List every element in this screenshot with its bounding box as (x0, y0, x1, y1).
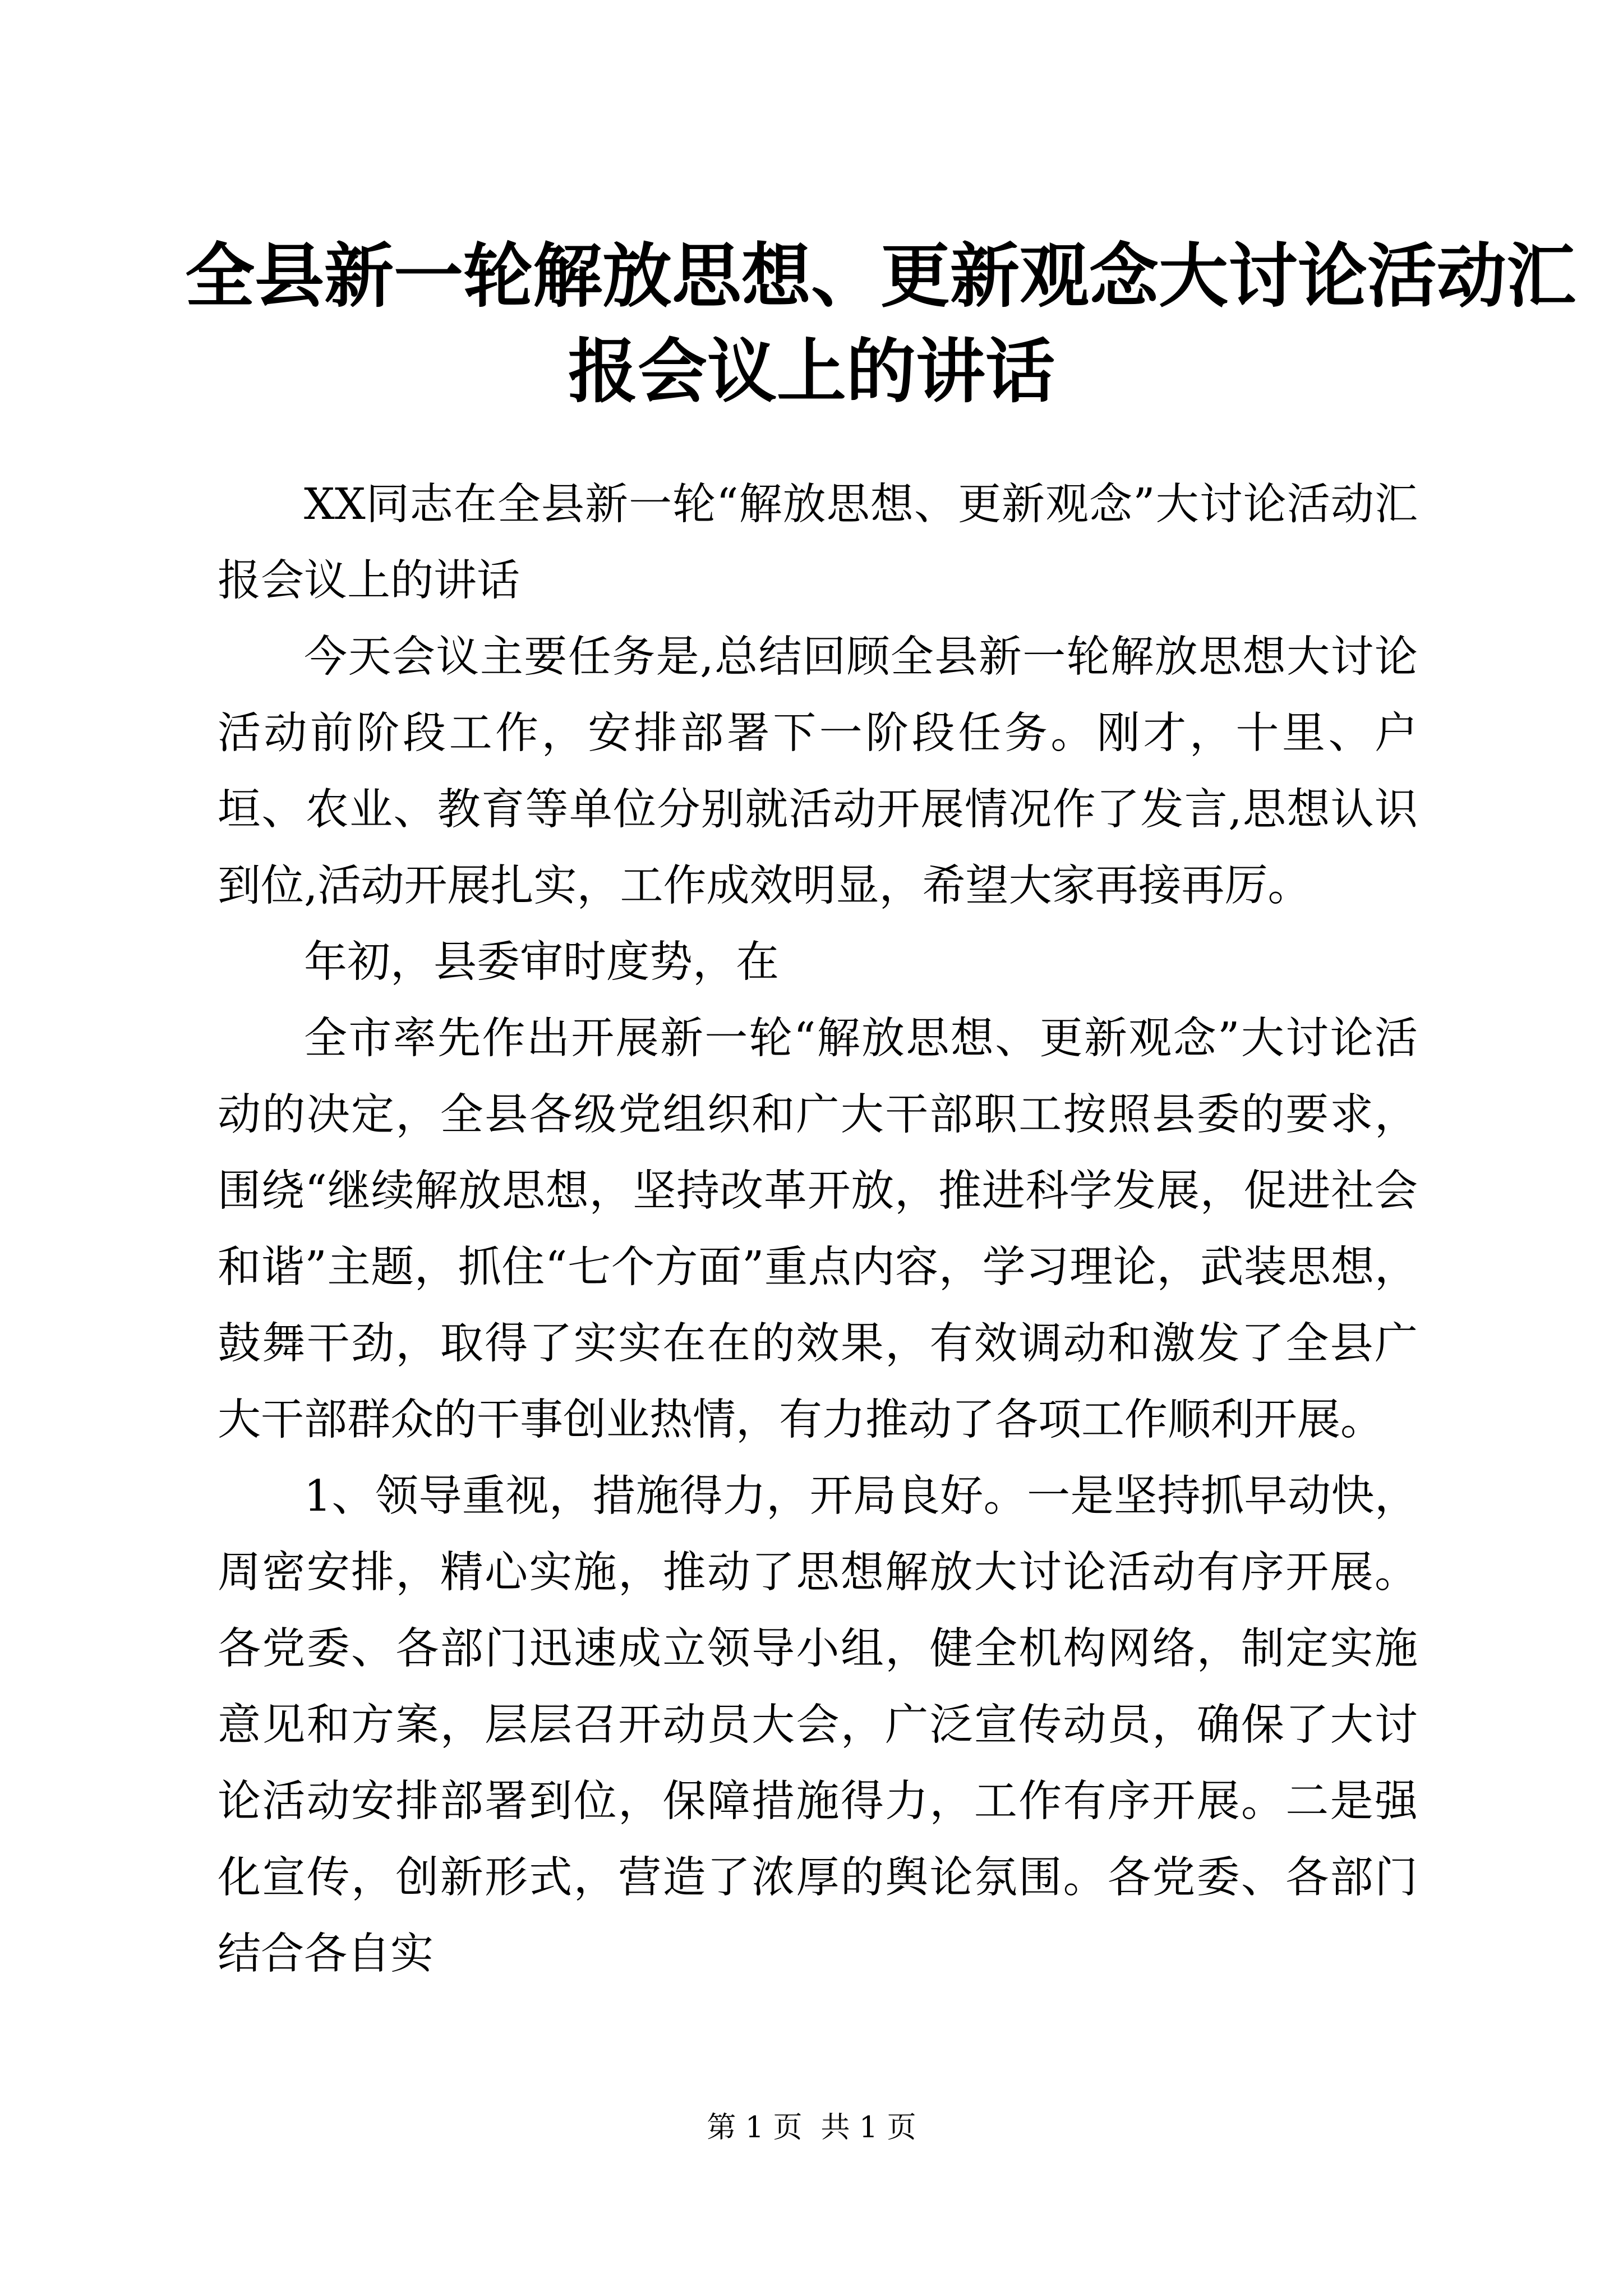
body-paragraph-5: 1、领导重视，措施得力，开局良好。一是坚持抓早动快，周密安排，精心实施，推动了思想解放大讨论活动有序开展。各党委、各部门迅速成立领导小组，健全机构网络，制定实施意见和方案，层层召开动员大会，广泛宣传动员，确保了大讨论活动安排部署到位，保障措施得力，工作有序开展。二是强化宣传，创新形式，营造了浓厚的舆论氛围。各党委、各部门结合各自实 (218, 1471, 1418, 1979)
document-title-line-2: 报会议上的讲话 (568, 331, 1055, 412)
body-paragraph-3: 年初，县委审时度势，在 (304, 937, 779, 987)
body-paragraph-1: XX同志在全县新一轮“解放思想、更新观念”大讨论活动汇报会议上的讲话 (218, 480, 1418, 606)
body-paragraph-4: 全市率先作出开展新一轮“解放思想、更新观念”大讨论活动的决定，全县各级党组织和广大干部职工按照县委的要求，围绕“继续解放思想，坚持改革开放，推进科学发展，促进社会和谐”主题，抓住“七个方面”重点内容，学习理论，武装思想，鼓舞干劲，取得了实实在在的效果，有效调动和激发了全县广大干部群众的干事创业热情，有力推动了各项工作顺利开展。 (218, 1014, 1418, 1445)
document-title (185, 229, 1576, 420)
document-title-line-1: 全县新一轮解放思想、更新观念大讨论活动汇 (185, 236, 1576, 317)
document-body (218, 467, 1418, 1993)
body-paragraph-2: 今天会议主要任务是,总结回顾全县新一轮解放思想大讨论活动前阶段工作，安排部署下一阶段任务。刚才，十里、户垣、农业、教育等单位分别就活动开展情况作了发言,思想认识到位,活动开展扎实，工作成效明显，希望大家再接再厉。 (218, 632, 1418, 911)
page-number-footer: 第 1 页 共 1 页 (707, 2111, 916, 2145)
